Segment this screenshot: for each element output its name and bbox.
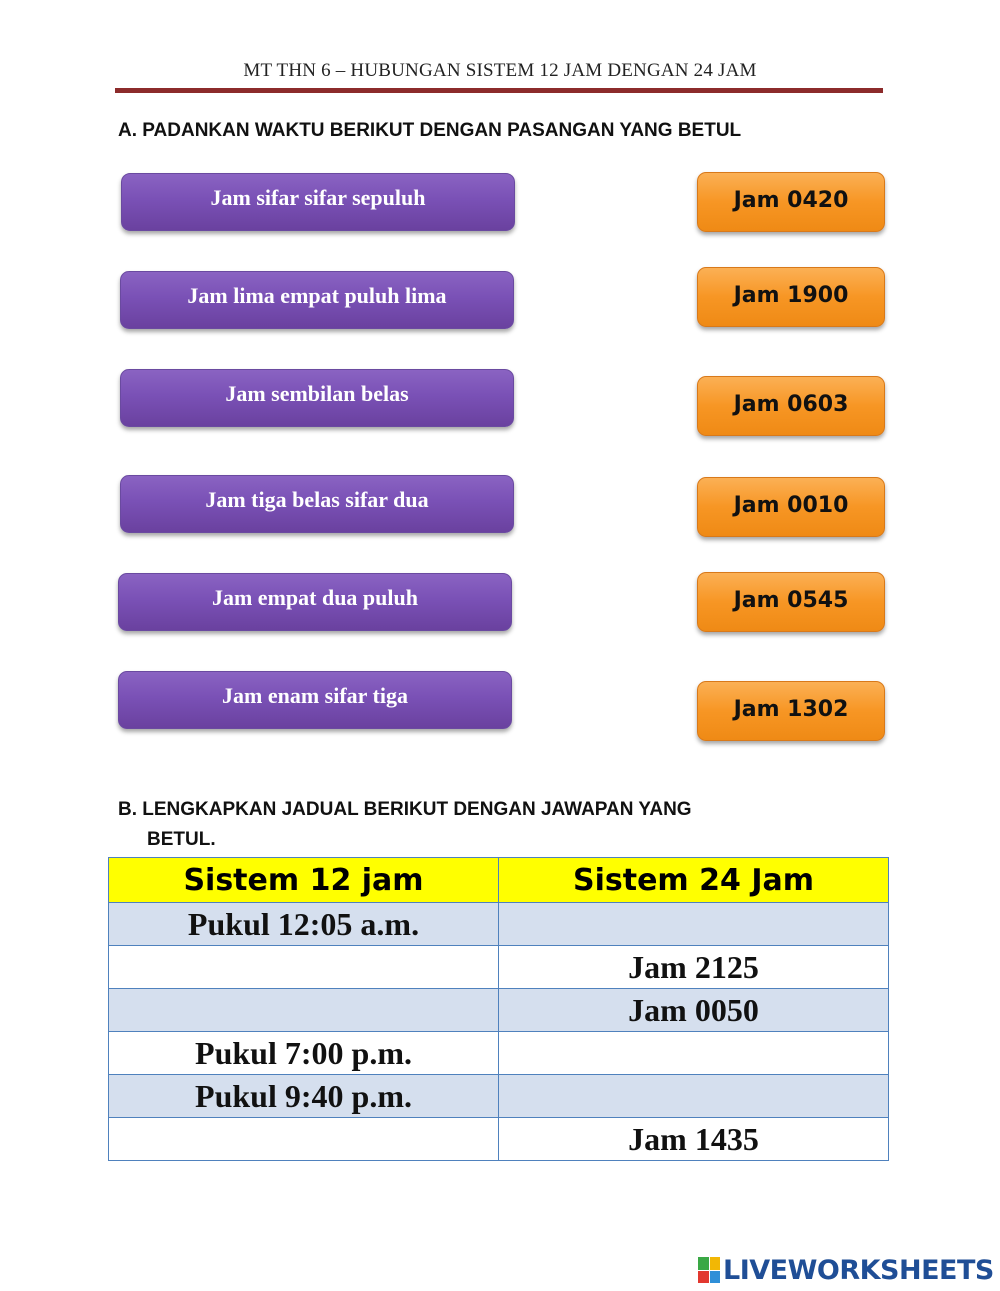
section-a-title: A. PADANKAN WAKTU BERIKUT DENGAN PASANGAN YANG BETUL [118, 120, 742, 141]
answer-cell-12h[interactable] [109, 989, 499, 1032]
section-b-title-continued: BETUL. [147, 829, 216, 850]
cell-12h: Pukul 9:40 p.m. [109, 1075, 499, 1118]
column-header-24h: Sistem 24 Jam [499, 858, 889, 903]
match-right-item-5[interactable]: Jam 0545 [697, 572, 885, 632]
match-left-item-5[interactable]: Jam empat dua puluh [118, 573, 512, 631]
conversion-table [108, 857, 889, 1161]
cell-12h: Pukul 12:05 a.m. [109, 903, 499, 946]
cell-24h: Jam 1435 [499, 1118, 889, 1161]
answer-cell-12h[interactable] [109, 1118, 499, 1161]
table-row [109, 946, 889, 989]
page-header: MT THN 6 – HUBUNGAN SISTEM 12 JAM DENGAN 24 JAM [243, 60, 757, 81]
table-row [109, 1075, 889, 1118]
match-right-item-4[interactable]: Jam 0010 [697, 477, 885, 537]
match-right-item-6[interactable]: Jam 1302 [697, 681, 885, 741]
liveworksheets-logo-text: LIVEWORKSHEETS [723, 1254, 994, 1286]
cell-12h: Pukul 7:00 p.m. [109, 1032, 499, 1075]
column-header-12h: Sistem 12 jam [109, 858, 499, 903]
match-left-item-4[interactable]: Jam tiga belas sifar dua [120, 475, 514, 533]
table-row [109, 1032, 889, 1075]
cell-24h: Jam 2125 [499, 946, 889, 989]
table-row [109, 989, 889, 1032]
match-left-item-2[interactable]: Jam lima empat puluh lima [120, 271, 514, 329]
match-left-item-1[interactable]: Jam sifar sifar sepuluh [121, 173, 515, 231]
section-b-title: B. LENGKAPKAN JADUAL BERIKUT DENGAN JAWAPAN YANG [118, 799, 692, 820]
match-right-item-1[interactable]: Jam 0420 [697, 172, 885, 232]
table-row [109, 903, 889, 946]
match-left-item-3[interactable]: Jam sembilan belas [120, 369, 514, 427]
cell-24h: Jam 0050 [499, 989, 889, 1032]
header-rule [115, 88, 883, 93]
match-left-item-6[interactable]: Jam enam sifar tiga [118, 671, 512, 729]
answer-cell-24h[interactable] [499, 1032, 889, 1075]
match-right-item-3[interactable]: Jam 0603 [697, 376, 885, 436]
table-header-row [109, 858, 889, 903]
match-right-item-2[interactable]: Jam 1900 [697, 267, 885, 327]
liveworksheets-logo-icon [698, 1257, 720, 1283]
answer-cell-24h[interactable] [499, 1075, 889, 1118]
table-row [109, 1118, 889, 1161]
answer-cell-24h[interactable] [499, 903, 889, 946]
liveworksheets-logo [698, 1254, 994, 1286]
answer-cell-12h[interactable] [109, 946, 499, 989]
